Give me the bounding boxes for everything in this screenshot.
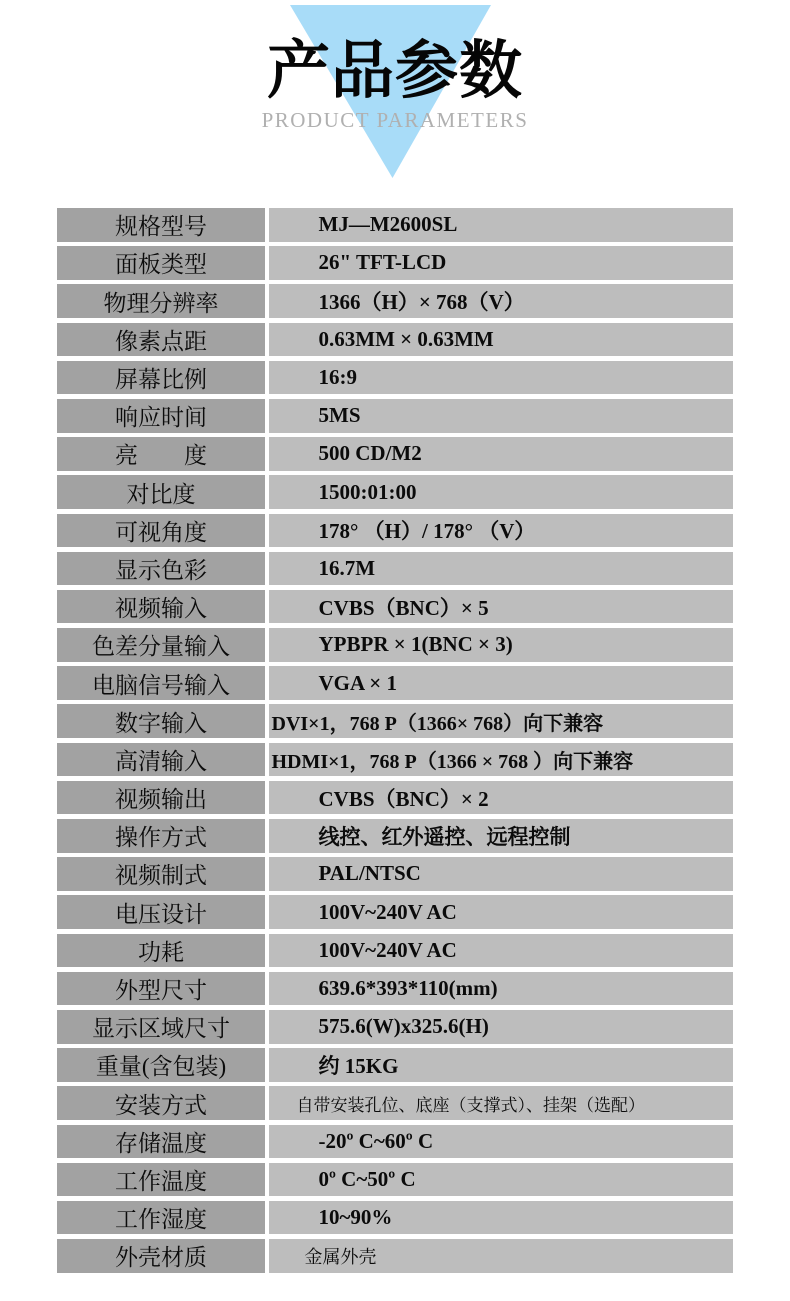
spec-label: 存储温度	[57, 1125, 265, 1159]
spec-value: 16:9	[269, 361, 734, 395]
spec-label: 工作温度	[57, 1163, 265, 1197]
table-row	[57, 1125, 733, 1159]
spec-value: 100V~240V AC	[269, 934, 734, 968]
table-row	[57, 361, 733, 395]
table-row	[57, 514, 733, 548]
spec-label: 视频输入	[57, 590, 265, 624]
spec-value: 线控、红外遥控、远程控制	[269, 819, 734, 853]
spec-value: VGA × 1	[269, 666, 734, 700]
table-row	[57, 399, 733, 433]
table-row	[57, 934, 733, 968]
table-row	[57, 666, 733, 700]
page-subtitle: PRODUCT PARAMETERS	[261, 108, 529, 132]
table-row	[57, 475, 733, 509]
spec-label: 可视角度	[57, 514, 265, 548]
spec-label: 数字输入	[57, 704, 265, 738]
spec-label: 像素点距	[57, 323, 265, 357]
spec-value: 639.6*393*110(mm)	[269, 972, 734, 1006]
table-row	[57, 1163, 733, 1197]
spec-label: 工作湿度	[57, 1201, 265, 1235]
table-row	[57, 704, 733, 738]
table-row	[57, 819, 733, 853]
table-row	[57, 857, 733, 891]
spec-label: 亮 度	[57, 437, 265, 471]
spec-value: YPBPR × 1(BNC × 3)	[269, 628, 734, 662]
spec-label: 屏幕比例	[57, 361, 265, 395]
spec-value: 500 CD/M2	[269, 437, 734, 471]
spec-value: 26" TFT-LCD	[269, 246, 734, 280]
table-row	[57, 590, 733, 624]
spec-label: 功耗	[57, 934, 265, 968]
table-row	[57, 1201, 733, 1235]
spec-value: PAL/NTSC	[269, 857, 734, 891]
spec-value: 约 15KG	[269, 1048, 734, 1082]
table-row	[57, 246, 733, 280]
spec-label: 显示色彩	[57, 552, 265, 586]
table-row	[57, 1010, 733, 1044]
table-row	[57, 208, 733, 242]
table-row	[57, 743, 733, 777]
table-row	[57, 895, 733, 929]
spec-value: -20º C~60º C	[269, 1125, 734, 1159]
spec-label: 安装方式	[57, 1086, 265, 1120]
spec-label: 物理分辨率	[57, 284, 265, 318]
table-row	[57, 1239, 733, 1273]
spec-value: 100V~240V AC	[269, 895, 734, 929]
spec-value: 5MS	[269, 399, 734, 433]
spec-label: 显示区域尺寸	[57, 1010, 265, 1044]
spec-label: 高清输入	[57, 743, 265, 777]
spec-value: 自带安装孔位、底座（支撑式）、挂架（选配）	[269, 1086, 734, 1120]
table-row	[57, 1086, 733, 1120]
spec-label: 电压设计	[57, 895, 265, 929]
spec-value: 10~90%	[269, 1201, 734, 1235]
header	[0, 0, 790, 200]
spec-value: 0.63MM × 0.63MM	[269, 323, 734, 357]
spec-label: 对比度	[57, 475, 265, 509]
spec-value: CVBS（BNC）× 2	[269, 781, 734, 815]
spec-label: 视频输出	[57, 781, 265, 815]
spec-label: 色差分量输入	[57, 628, 265, 662]
table-row	[57, 284, 733, 318]
spec-value: 178° （H）/ 178° （V）	[269, 514, 734, 548]
spec-value: HDMI×1，768 P（1366 × 768 ）向下兼容	[269, 743, 734, 777]
spec-label: 电脑信号输入	[57, 666, 265, 700]
spec-label: 视频制式	[57, 857, 265, 891]
spec-value: 金属外壳	[269, 1239, 734, 1273]
spec-label: 面板类型	[57, 246, 265, 280]
table-row	[57, 781, 733, 815]
spec-value: MJ—M2600SL	[269, 208, 734, 242]
spec-label: 响应时间	[57, 399, 265, 433]
spec-value: 0º C~50º C	[269, 1163, 734, 1197]
spec-label: 外壳材质	[57, 1239, 265, 1273]
spec-value: DVI×1，768 P（1366× 768）向下兼容	[269, 704, 734, 738]
table-row	[57, 323, 733, 357]
spec-table	[57, 208, 733, 1273]
spec-value: 575.6(W)x325.6(H)	[269, 1010, 734, 1044]
table-row	[57, 628, 733, 662]
table-row	[57, 552, 733, 586]
spec-label: 重量(含包装)	[57, 1048, 265, 1082]
table-row	[57, 1048, 733, 1082]
page-title: 产品参数	[267, 36, 523, 106]
table-row	[57, 437, 733, 471]
spec-label: 外型尺寸	[57, 972, 265, 1006]
spec-value: 16.7M	[269, 552, 734, 586]
spec-value: 1500:01:00	[269, 475, 734, 509]
table-row	[57, 972, 733, 1006]
spec-value: 1366（H）× 768（V）	[269, 284, 734, 318]
spec-label: 操作方式	[57, 819, 265, 853]
spec-label: 规格型号	[57, 208, 265, 242]
spec-value: CVBS（BNC）× 5	[269, 590, 734, 624]
